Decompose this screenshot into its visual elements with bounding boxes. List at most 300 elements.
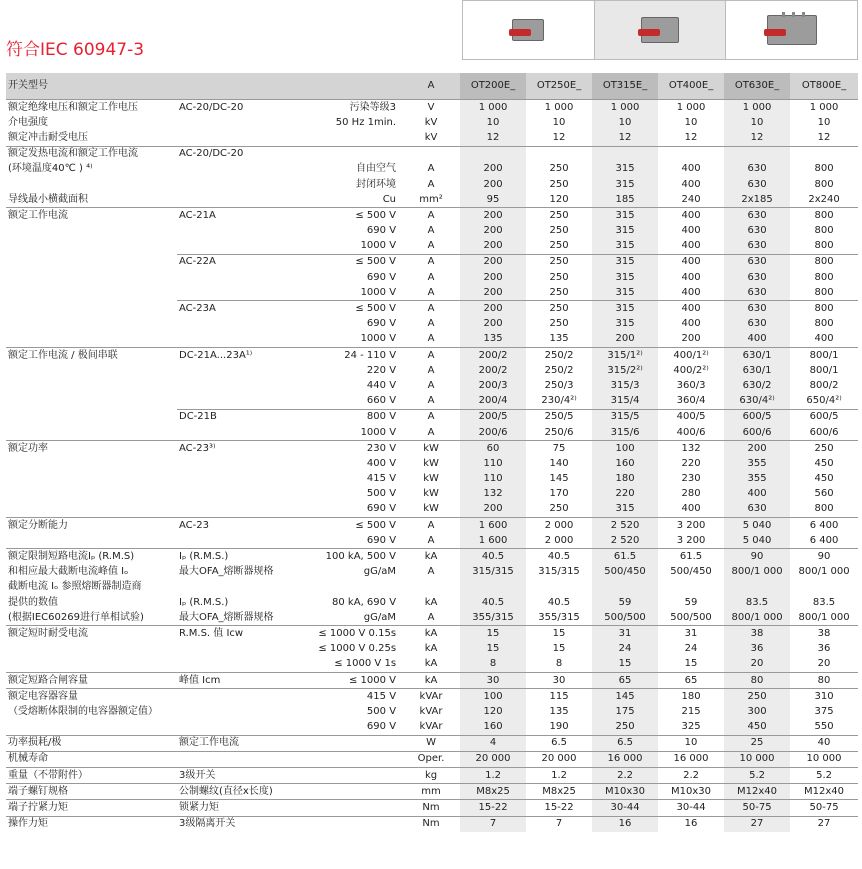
condition-label: [177, 285, 295, 301]
value-cell: 310: [790, 689, 858, 705]
value-cell: 630: [724, 317, 790, 332]
value-cell: M10x30: [658, 784, 724, 800]
value-cell: 8: [460, 657, 526, 673]
value-cell: 450: [814, 473, 834, 485]
value-cell: 800/1: [809, 364, 839, 376]
table-row: [6, 456, 858, 471]
parameter-label: [6, 317, 177, 332]
parameter-label: 截断电流 Iₒ 参照熔断器制造商: [8, 581, 142, 593]
parameter-label: 功率损耗/极: [6, 735, 177, 751]
unit-cell: A: [402, 518, 460, 534]
value-cell: 600/6: [809, 426, 839, 438]
condition-label: 3级开关: [177, 768, 295, 784]
value-cell: 15: [684, 658, 698, 670]
parameter-label: 重量（不带附件）: [6, 768, 177, 784]
value-cell: 15-22: [526, 800, 592, 816]
value-cell: 200: [460, 239, 526, 255]
sub-condition-label: ≤ 500 V: [295, 301, 402, 317]
parameter-label: (根据IEC60269进行单相试验): [8, 611, 144, 623]
value-cell: 7: [526, 816, 592, 832]
parameter-label: 导线最小横截面积: [8, 193, 88, 205]
value-cell: 160: [592, 456, 658, 471]
value-cell: 200: [460, 285, 526, 301]
condition-label: [177, 456, 295, 471]
value-cell: 135: [549, 705, 569, 717]
value-cell: 250: [549, 271, 569, 283]
value-cell: 200: [681, 333, 701, 345]
value-cell: [724, 580, 790, 595]
value-cell: 16 000: [658, 751, 724, 767]
unit-cell: [402, 580, 460, 595]
value-cell: 500/450: [592, 565, 658, 580]
unit-cell: A: [427, 534, 435, 546]
value-cell: 90: [790, 549, 858, 565]
value-cell: M8x25: [460, 784, 526, 800]
value-cell: 315: [592, 317, 658, 332]
value-cell: 2 000: [544, 534, 574, 546]
value-cell: 630/1: [724, 348, 790, 364]
table-row: [6, 610, 858, 626]
value-cell: 800/1: [790, 348, 858, 364]
parameter-label: [6, 301, 177, 317]
value-cell: 250/5: [526, 409, 592, 425]
table-row: [6, 285, 858, 301]
unit-cell: W: [402, 735, 460, 751]
value-cell: 10: [592, 115, 658, 130]
value-cell: 200: [460, 317, 526, 332]
condition-label: DC-21B: [177, 409, 295, 425]
table-row: [6, 192, 858, 208]
value-cell: 230: [681, 473, 701, 485]
unit-cell: A: [402, 208, 460, 224]
value-cell: 100: [592, 441, 658, 457]
parameter-label: [6, 378, 177, 393]
model-header: OT250E_: [526, 73, 592, 100]
unit-cell: kW: [423, 488, 439, 500]
value-cell: 2.2: [658, 768, 724, 784]
value-cell: 38: [790, 626, 858, 642]
value-cell: 630: [724, 224, 790, 239]
value-cell: 6 400: [790, 518, 858, 534]
value-cell: 400: [658, 301, 724, 317]
value-cell: 550: [814, 721, 834, 733]
value-cell: 200: [724, 441, 790, 457]
value-cell: 600/6: [724, 425, 790, 441]
value-cell: 315/3: [592, 378, 658, 393]
model-header: OT630E_: [724, 73, 790, 100]
value-cell: 500/450: [670, 566, 712, 578]
value-cell: 500/500: [670, 611, 712, 623]
value-cell: 95: [460, 192, 526, 208]
model-header: OT800E_: [790, 73, 858, 100]
table-row: [6, 409, 858, 425]
value-cell: 65: [592, 672, 658, 688]
condition-label: [177, 317, 295, 332]
condition-label: AC-23A: [177, 301, 295, 317]
value-cell: 250: [724, 689, 790, 705]
value-cell: 24: [592, 642, 658, 657]
value-cell: 15: [460, 626, 526, 642]
condition-label: DC-21A...23A¹⁾: [177, 348, 295, 364]
table-row: [6, 208, 858, 224]
value-cell: 59: [684, 596, 698, 608]
table-row: [6, 162, 858, 177]
condition-label: [177, 192, 295, 208]
condition-label: [177, 642, 295, 657]
value-cell: 12: [817, 131, 831, 143]
value-cell: 400: [681, 271, 701, 283]
value-cell: 20: [724, 657, 790, 673]
condition-label: [177, 224, 295, 239]
value-cell: 5.2: [724, 768, 790, 784]
parameter-label: [6, 456, 177, 471]
sub-condition-label: [295, 130, 402, 146]
unit-cell: A: [427, 333, 435, 345]
value-cell: 200/2: [460, 363, 526, 378]
value-cell: 800: [814, 503, 834, 515]
value-cell: 10: [552, 116, 566, 128]
value-cell: 8: [555, 658, 563, 670]
value-cell: 360/3: [676, 379, 706, 391]
table-row: [6, 672, 858, 688]
sub-condition-label: 690 V: [366, 271, 397, 283]
unit-cell: A: [402, 301, 460, 317]
parameter-label: 机械寿命: [6, 751, 177, 767]
value-cell: 3 200: [658, 518, 724, 534]
value-cell: 1 000: [592, 100, 658, 116]
value-cell: 400: [681, 163, 701, 175]
table-row: [6, 394, 858, 410]
parameter-label: [6, 533, 177, 549]
unit-cell: A: [427, 395, 435, 407]
value-cell: 100: [460, 689, 526, 705]
value-cell: 400/5: [658, 409, 724, 425]
value-cell: 630: [724, 162, 790, 177]
value-cell: 315: [592, 177, 658, 192]
value-cell: 375: [814, 705, 834, 717]
value-cell: 800: [790, 208, 858, 224]
table-row: [6, 332, 858, 348]
table-row: [6, 720, 858, 736]
value-cell: 200: [460, 208, 526, 224]
value-cell: [526, 146, 592, 162]
value-cell: 12: [592, 130, 658, 146]
parameter-label: （受熔断体限制的电容器额定值）: [8, 705, 158, 717]
sub-condition-label: 1000 V: [360, 286, 397, 298]
value-cell: 65: [658, 672, 724, 688]
condition-label: [177, 115, 295, 130]
value-cell: 630: [724, 301, 790, 317]
parameter-label: 额定发热电流和额定工作电流: [6, 146, 177, 162]
sub-condition-label: ≤ 500 V: [295, 254, 402, 270]
table-row: [6, 487, 858, 502]
parameter-label: 额定短时耐受电流: [6, 626, 177, 642]
value-cell: 450: [724, 720, 790, 736]
value-cell: 15: [460, 642, 526, 657]
value-cell: 16: [658, 816, 724, 832]
parameter-label: [6, 409, 177, 425]
value-cell: 355/315: [460, 610, 526, 626]
unit-cell: kg: [402, 768, 460, 784]
value-cell: [724, 146, 790, 162]
unit-cell: A: [427, 225, 435, 237]
condition-label: [177, 533, 295, 549]
value-cell: 250: [592, 720, 658, 736]
sub-condition-label: 1000 V: [360, 333, 397, 345]
unit-cell: V: [402, 100, 460, 116]
value-cell: 16 000: [592, 751, 658, 767]
value-cell: 215: [681, 705, 701, 717]
condition-label: Iₚ (R.M.S.): [177, 549, 295, 565]
unit-cell: A: [427, 163, 435, 175]
parameter-label: [6, 502, 177, 518]
sub-condition-label: ≤ 1000 V 0.15s: [295, 626, 402, 642]
value-cell: 250/2: [526, 348, 592, 364]
sub-condition-label: 230 V: [295, 441, 402, 457]
table-row: [6, 472, 858, 487]
value-cell: 20: [817, 658, 831, 670]
table-row: [6, 270, 858, 285]
value-cell: 355: [724, 456, 790, 471]
table-row: [6, 689, 858, 705]
value-cell: 1.2: [526, 768, 592, 784]
value-cell: 135: [549, 333, 569, 345]
condition-label: [177, 130, 295, 146]
condition-label: 最大OFA_熔断器规格: [179, 566, 274, 578]
page-title: 符合IEC 60947-3: [6, 40, 145, 60]
value-cell: 27: [790, 816, 858, 832]
value-cell: 800: [790, 301, 858, 317]
value-cell: 10: [817, 116, 831, 128]
sub-condition-label: 1000 V: [360, 426, 397, 438]
value-cell: 355: [724, 472, 790, 487]
sub-condition-label: 500 V: [366, 488, 397, 500]
value-cell: 2x240: [808, 193, 840, 205]
unit-cell: A: [427, 566, 435, 578]
value-cell: 200: [460, 177, 526, 192]
spec-table: [6, 73, 858, 832]
value-cell: 250/2: [544, 364, 574, 376]
switch-small-image: [463, 1, 595, 59]
table-row: [6, 800, 858, 816]
sub-condition-label: 100 kA, 500 V: [295, 549, 402, 565]
value-cell: [460, 580, 526, 595]
sub-condition-label: 1000 V: [360, 240, 397, 252]
value-cell: 132: [460, 487, 526, 502]
value-cell: 250: [549, 178, 569, 190]
parameter-label: 端子螺钉规格: [6, 784, 177, 800]
condition-label: [177, 394, 295, 410]
table-row: [6, 348, 858, 364]
value-cell: 83.5: [812, 596, 836, 608]
value-cell: 630: [724, 502, 790, 518]
value-cell: 1 000: [658, 100, 724, 116]
value-cell: 1 000: [790, 100, 858, 116]
sub-condition-label: 封闭环境: [356, 178, 397, 190]
parameter-label: [6, 239, 177, 255]
value-cell: 800/1 000: [798, 566, 850, 578]
table-row: [6, 130, 858, 146]
value-cell: 30: [460, 672, 526, 688]
table-row: [6, 642, 858, 657]
sub-condition-label: 415 V: [295, 689, 402, 705]
table-row: [6, 518, 858, 534]
value-cell: 800/2: [809, 379, 839, 391]
value-cell: 10: [460, 115, 526, 130]
unit-cell: kVAr: [402, 689, 460, 705]
value-cell: 170: [549, 488, 569, 500]
sub-condition-label: ≤ 1000 V: [295, 672, 402, 688]
sub-condition-label: 800 V: [295, 409, 402, 425]
condition-label: 最大OFA_熔断器规格: [179, 611, 274, 623]
value-cell: 250: [526, 301, 592, 317]
parameter-label: 额定绝缘电压和额定工作电压: [6, 100, 177, 116]
value-cell: 10: [658, 735, 724, 751]
unit-cell: [402, 146, 460, 162]
value-cell: 800: [814, 271, 834, 283]
value-cell: 360/4: [676, 395, 706, 407]
value-cell: 200/6: [460, 425, 526, 441]
value-cell: 315/5: [592, 409, 658, 425]
parameter-label: 额定工作电流: [6, 208, 177, 224]
table-row: [6, 735, 858, 751]
table-row: [6, 317, 858, 332]
value-cell: 132: [658, 441, 724, 457]
value-cell: 61.5: [658, 549, 724, 565]
value-cell: 800/1 000: [724, 565, 790, 580]
table-row: [6, 100, 858, 116]
table-row: [6, 565, 858, 580]
condition-label: [177, 720, 295, 736]
value-cell: 630: [724, 239, 790, 255]
sub-condition-label: ≤ 500 V: [295, 208, 402, 224]
value-cell: 24: [684, 643, 698, 655]
value-cell: 560: [814, 488, 834, 500]
value-cell: 2 520: [592, 518, 658, 534]
value-cell: 400: [681, 503, 701, 515]
unit-cell: A: [427, 271, 435, 283]
sub-condition-label: [295, 800, 402, 816]
parameter-label: [6, 224, 177, 239]
value-cell: 315: [592, 285, 658, 301]
condition-label: 额定工作电流: [177, 735, 295, 751]
value-cell: 1 600: [460, 518, 526, 534]
value-cell: 500/500: [592, 610, 658, 626]
table-header: [6, 73, 858, 100]
header-unit: A: [402, 73, 460, 100]
value-cell: 30-44: [658, 800, 724, 816]
value-cell: 1.2: [460, 768, 526, 784]
condition-label: 3级隔离开关: [177, 816, 295, 832]
unit-cell: A: [427, 364, 435, 376]
value-cell: 7: [460, 816, 526, 832]
value-cell: 61.5: [592, 549, 658, 565]
value-cell: 36: [817, 643, 831, 655]
table-row: [6, 425, 858, 441]
value-cell: 250: [526, 208, 592, 224]
parameter-label: 额定电容器容量: [6, 689, 177, 705]
value-cell: [658, 146, 724, 162]
unit-cell: A: [402, 409, 460, 425]
table-row: [6, 626, 858, 642]
value-cell: 450: [814, 457, 834, 469]
value-cell: 400/2²⁾: [673, 364, 709, 376]
parameter-label: [6, 332, 177, 348]
condition-label: [177, 425, 295, 441]
value-cell: 630: [724, 285, 790, 301]
value-cell: 1 000: [460, 100, 526, 116]
value-cell: 40.5: [460, 549, 526, 565]
condition-label: [177, 332, 295, 348]
value-cell: 1 000: [724, 100, 790, 116]
unit-cell: A: [427, 286, 435, 298]
value-cell: 250: [549, 503, 569, 515]
unit-cell: kW: [423, 457, 439, 469]
unit-cell: A: [402, 348, 460, 364]
sub-condition-label: 690 V: [366, 721, 397, 733]
value-cell: 40.5: [526, 549, 592, 565]
value-cell: 12: [460, 130, 526, 146]
value-cell: 200/5: [460, 409, 526, 425]
unit-cell: A: [427, 240, 435, 252]
value-cell: 20 000: [526, 751, 592, 767]
value-cell: 315: [592, 254, 658, 270]
value-cell: 250: [549, 225, 569, 237]
value-cell: 135: [460, 332, 526, 348]
table-row: [6, 657, 858, 673]
parameter-label: [6, 425, 177, 441]
table-row: [6, 533, 858, 549]
value-cell: 400: [681, 286, 701, 298]
table-row: [6, 115, 858, 130]
value-cell: 200: [460, 162, 526, 177]
value-cell: 315/1²⁾: [592, 348, 658, 364]
condition-label: [177, 502, 295, 518]
sub-condition-label: 690 V: [366, 318, 397, 330]
value-cell: 10: [684, 116, 698, 128]
model-header: OT200E_: [460, 73, 526, 100]
value-cell: 2 520: [592, 533, 658, 549]
sub-condition-label: 400 V: [366, 457, 397, 469]
switch-medium-image: [595, 1, 727, 59]
value-cell: 59: [592, 595, 658, 610]
value-cell: 50-75: [790, 800, 858, 816]
value-cell: 175: [592, 704, 658, 719]
value-cell: 220: [681, 457, 701, 469]
value-cell: 315: [592, 239, 658, 255]
value-cell: 315: [592, 502, 658, 518]
value-cell: 25: [724, 735, 790, 751]
parameter-label: 额定冲击耐受电压: [8, 131, 88, 143]
value-cell: 250/6: [544, 426, 574, 438]
unit-cell: A: [427, 379, 435, 391]
value-cell: M12x40: [724, 784, 790, 800]
value-cell: 5.2: [790, 768, 858, 784]
value-cell: 400/1²⁾: [658, 348, 724, 364]
value-cell: 6 400: [809, 534, 839, 546]
value-cell: 630/1: [724, 363, 790, 378]
table-row: [6, 363, 858, 378]
condition-label: Iₚ (R.M.S.): [179, 596, 229, 608]
value-cell: 180: [592, 472, 658, 487]
value-cell: 800: [790, 254, 858, 270]
value-cell: 120: [549, 193, 569, 205]
value-cell: 2x185: [724, 192, 790, 208]
table-row: [6, 751, 858, 767]
value-cell: 315: [592, 208, 658, 224]
parameter-label: 额定短路合闸容量: [6, 672, 177, 688]
unit-cell: kA: [424, 596, 438, 608]
